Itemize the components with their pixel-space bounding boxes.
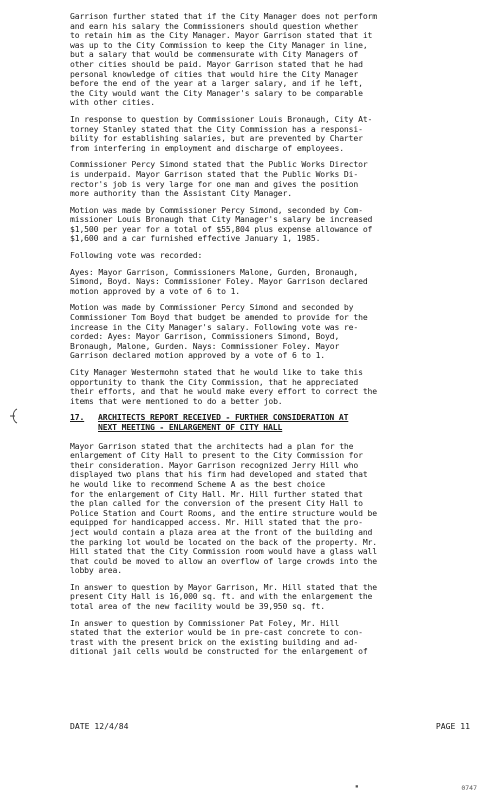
paragraph [70,368,470,406]
text-line: personal knowledge of cities that would hire the City Manager [70,69,359,79]
text-line: to retain him as the City Manager. Mayor Garrison stated that it [70,31,373,41]
text-line: bility for establishing salaries, but are prevented by Charter [70,134,363,144]
text-line: increase in the City Manager's salary. Following vote was re- [70,322,359,332]
section-title [98,413,470,432]
text-line: Garrison further stated that if the City Manager does not perform [70,12,377,21]
text-line: In response to question by Commissioner Louis Bronaugh, City At- [70,114,373,124]
text-line: Garrison declared motion approved by a vote of 6 to 1. [70,351,326,361]
text-line: Police Station and Court Rooms, and the entire structure would be [70,508,377,518]
text-line: lobby area. [70,566,122,576]
text-line: In answer to question by Commissioner Pat Foley, Mr. Hill [70,618,340,628]
footer-page-number: PAGE 11 [435,721,470,731]
text-line: displayed two plans that his firm had developed and stated that [70,470,368,480]
text-line: stated that the exterior would be in pre-cast concrete to con- [70,628,363,638]
paragraph [70,251,470,261]
paragraphs-after-section [70,442,470,657]
text-line: opportunity to thank the City Commission, that he appreciated [70,377,359,387]
text-line: other cities should be paid. Mayor Garrison stated that he had [70,59,363,69]
text-line: Following vote was recorded: [70,251,203,261]
text-line: Motion was made by Commissioner Percy Simond, seconded by Com- [70,205,363,215]
text-line: that could be moved to allow an overflow of large crowds into the [70,556,377,566]
text-line: their efforts, and that he would make every effort to correct the [70,387,377,397]
page-footer [70,721,470,731]
section-heading [70,413,470,432]
text-line: City Manager Westermohn stated that he would like to take this [70,368,363,377]
text-line: items that were mentioned to do a better job. [70,396,283,406]
text-line: enlargement of City Hall to present to the City Commission for [70,451,363,461]
text-line: motion approved by a vote of 6 to 1. [70,286,241,296]
section-title-line: ARCHITECTS REPORT RECEIVED - FURTHER CONSIDERATION AT [98,413,349,423]
text-line: total area of the new facility would be 39,950 sq. ft. [70,602,326,612]
text-line: Mayor Garrison stated that the architects had a plan for the [70,441,354,451]
text-line: missioner Louis Bronaugh that City Manager's salary be increased [70,215,373,225]
scan-speck: ▪ [355,783,359,790]
text-line: equipped for handicapped access. Mr. Hill stated that the pro- [70,518,363,528]
text-line: Motion was made by Commissioner Percy Simond and seconded by [70,303,354,313]
text-line: from interfering in employment and discharge of employees. [70,143,344,153]
text-line: trast with the present brick on the existing building and ad- [70,637,359,647]
text-line: the parking lot would be located on the back of the property. Mr. [70,537,377,547]
section-title-line: NEXT MEETING - ENLARGEMENT OF CITY HALL [98,422,283,432]
text-line: and earn his salary the Commissioners should question whether [70,21,359,31]
text-line: Commissioner Percy Simond stated that the Public Works Director [70,160,368,170]
paragraph [70,619,470,657]
text-line: ditional jail cells would be constructed for the enlargement of [70,647,368,657]
text-line: before the end of the year at a larger salary, and if he left, [70,79,363,89]
document-body [70,12,470,664]
margin-bracket-mark [8,408,20,424]
text-line: Commissioner Tom Boyd that budget be amended to provide for the [70,313,368,323]
text-line: rector's job is very large for one man and gives the position [70,179,359,189]
paragraph [70,583,470,612]
text-line: Hill stated that the City Commission room would have a glass wall [70,547,377,557]
paragraph [70,206,470,244]
text-line: for the enlargement of City Hall. Mr. Hill further stated that [70,489,363,499]
text-line: he would like to recommend Scheme A as the best choice [70,479,326,489]
paragraphs-before-section [70,12,470,406]
paragraph [70,160,470,198]
text-line: Ayes: Mayor Garrison, Commissioners Malone, Gurden, Bronaugh, [70,267,359,277]
text-line: is underpaid. Mayor Garrison stated that the Public Works Di- [70,169,359,179]
text-line: In answer to question by Mayor Garrison, Mr. Hill stated that the [70,582,377,592]
text-line: present City Hall is 16,000 sq. ft. and with the enlargement the [70,592,373,602]
text-line: torney Stanley stated that the City Commission has a responsi- [70,124,363,134]
paragraph [70,303,470,361]
text-line: was up to the City Commission to keep the City Manager in line, [70,40,368,50]
paragraph [70,12,470,108]
text-line: $1,500 per year for a total of $55,804 plus expense allowance of [70,224,373,234]
text-line: but a salary that would be commensurate with City Managers of [70,50,359,60]
text-line: corded: Ayes: Mayor Garrison, Commissioners Simond, Boyd, [70,332,340,342]
text-line: with other cities. [70,98,156,108]
text-line: Bronaugh, Malone, Gurden. Nays: Commissioner Foley. Mayor [70,341,340,351]
paragraph [70,268,470,297]
section-number: 17. [70,412,85,423]
text-line: Simond, Boyd. Nays: Commissioner Foley. Mayor Garrison declared [70,277,368,287]
text-line: ject would contain a plaza area at the front of the building and [70,527,373,537]
footer-date: DATE 12/4/84 [70,721,129,731]
paragraph [70,115,470,153]
paragraph [70,442,470,576]
archive-stamp: 0747 [461,784,477,792]
text-line: the City would want the City Manager's salary to be comparable [70,88,363,98]
text-line: the plan called for the conversion of the present City Hall to [70,499,363,509]
text-line: more authority than the Assistant City Manager. [70,189,292,199]
text-line: their consideration. Mayor Garrison recognized Jerry Hill who [70,460,359,470]
text-line: $1,600 and a car furnished effective January 1, 1985. [70,234,321,244]
